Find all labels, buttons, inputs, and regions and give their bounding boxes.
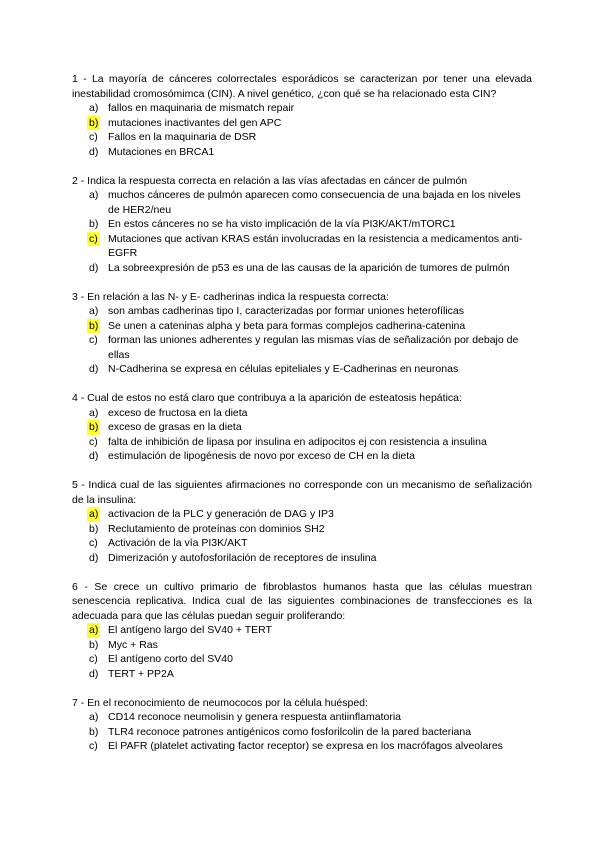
option-a [72, 710, 532, 725]
option-letter: b) [89, 725, 99, 738]
option-text: CD14 reconoce neumolisin y genera respuesta antiinflamatoria [108, 711, 401, 723]
option-text: activacion de la PLC y generación de DAG y IP3 [108, 508, 334, 520]
option-letter: d) [89, 261, 99, 274]
option-a [72, 507, 532, 522]
question-4 [72, 391, 532, 464]
option-letter: b) [89, 638, 99, 651]
question-6 [72, 580, 532, 682]
option-letter: a) [89, 189, 99, 201]
option-text: muchos cánceres de pulmón aparecen como consecuencia de una bajada en los niveles de HER2/neu [108, 189, 521, 216]
question-text: 4 - Cual de estos no está claro que contribuya a la aparición de esteatosis hepática: [72, 392, 462, 404]
option-text: TLR4 reconoce patrones antigénicos como fosforilcolin de la pared bacteriana [108, 725, 472, 738]
option-letter: c) [89, 537, 98, 549]
option-letter: d) [89, 667, 99, 680]
question-1 [72, 72, 532, 159]
question-3 [72, 290, 532, 377]
option-letter: a) [89, 711, 99, 723]
option-letter: c) [89, 334, 98, 346]
option-b [72, 319, 532, 334]
option-letter-highlighted: c) [89, 232, 98, 245]
option-text: fallos en maquinaria de mismatch repair [108, 102, 295, 114]
option-text: falta de inhibición de lipasa por insulina en adipocitos ej con resistencia a insulina [108, 435, 487, 448]
option-text: El antígeno corto del SV40 [108, 653, 233, 665]
question-5 [72, 478, 532, 565]
option-letter-highlighted: b) [89, 421, 99, 433]
option-letter: a) [89, 406, 99, 419]
option-c [72, 739, 532, 754]
option-d [72, 551, 532, 566]
option-c [72, 333, 532, 362]
question-text: 2 - Indica la respuesta correcta en relación a las vías afectadas en cáncer de pulmón [72, 174, 468, 187]
option-text: Reclutamiento de proteínas con dominios SH2 [108, 522, 325, 535]
option-text: Mutaciones en BRCA1 [108, 145, 215, 158]
option-a [72, 188, 532, 217]
question-text: 5 - Indica cual de las siguientes afirmaciones no corresponde con un mecanismo de señalización de la insulina: [72, 479, 532, 506]
option-b [72, 522, 532, 537]
question-7 [72, 696, 532, 754]
option-text: La sobreexpresión de p53 es una de las causas de la aparición de tumores de pulmón [108, 261, 510, 274]
option-b [72, 217, 532, 232]
option-text: TERT + PP2A [108, 667, 174, 680]
option-b [72, 116, 532, 131]
option-letter: d) [89, 551, 99, 564]
option-a [72, 101, 532, 116]
option-letter: c) [89, 740, 98, 752]
question-text: 3 - En relación a las N- y E- cadherinas indica la respuesta correcta: [72, 290, 389, 303]
option-letter: d) [89, 450, 99, 462]
option-letter: a) [89, 102, 99, 114]
option-text: mutaciones inactivantes del gen APC [108, 116, 282, 129]
option-letter: d) [89, 145, 99, 158]
option-letter: c) [89, 435, 98, 448]
option-text: Mutaciones que activan KRAS están involucradas en la resistencia a medicamentos anti-EGFR [108, 232, 523, 259]
option-text: Myc + Ras [108, 638, 158, 651]
option-a [72, 623, 532, 638]
option-b [72, 638, 532, 653]
question-text: 7 - En el reconocimiento de neumococos por la célula huésped: [72, 696, 368, 709]
option-c [72, 232, 532, 261]
option-letter: c) [89, 653, 98, 665]
option-text: Activación de la vía PI3K/AKT [108, 537, 248, 549]
option-text: El PAFR (platelet activating factor receptor) se expresa en los macrófagos alveolares [108, 740, 503, 752]
option-text: forman las uniones adherentes y regulan las mismas vías de señalización por debajo de ellas [108, 334, 519, 361]
question-text: 6 - Se crece un cultivo primario de fibroblastos humanos hasta que las células muestran senescencia replicativa. Indica cual de las siguientes combinaciones de transfecciones es la adecuada para que las células puedan seguir proliferando: [72, 580, 532, 622]
option-text: Dimerización y autofosforilación de receptores de insulina [108, 551, 377, 564]
option-d [72, 261, 532, 276]
option-c [72, 435, 532, 450]
option-b [72, 725, 532, 740]
option-a [72, 406, 532, 421]
option-b [72, 420, 532, 435]
option-text: El antígeno largo del SV40 + TERT [108, 624, 272, 636]
option-letter-highlighted: a) [89, 624, 99, 636]
option-letter: b) [89, 218, 99, 230]
option-c [72, 536, 532, 551]
option-text: N-Cadherina se expresa en células epiteliales y E-Cadherinas en neuronas [108, 363, 459, 375]
option-text: estimulación de lipogénesis de novo por exceso de CH en la dieta [108, 450, 416, 462]
question-text: 1 - La mayoría de cánceres colorrectales esporádicos se caracterizan por tener una elevada inestabilidad cromosómimca (CIN). A nivel genético, ¿con qué se ha relacionado esta CIN? [72, 73, 532, 100]
option-c [72, 652, 532, 667]
option-letter: b) [89, 522, 99, 535]
option-text: exceso de grasas en la dieta [108, 421, 242, 433]
option-letter: d) [89, 363, 99, 375]
option-a [72, 304, 532, 319]
option-text: exceso de fructosa en la dieta [108, 406, 248, 419]
option-text: Fallos en la maquinaria de DSR [108, 131, 257, 143]
option-d [72, 667, 532, 682]
option-text: Se unen a cateninas alpha y beta para formas complejos cadherina-catenina [108, 319, 466, 332]
document-page [72, 72, 532, 768]
option-d [72, 449, 532, 464]
option-text: son ambas cadherinas tipo I, caracterizadas por formar uniones heterofílicas [108, 305, 465, 317]
question-2 [72, 174, 532, 276]
option-c [72, 130, 532, 145]
option-letter: c) [89, 131, 98, 143]
option-d [72, 145, 532, 160]
option-letter-highlighted: b) [89, 116, 99, 129]
option-letter-highlighted: b) [89, 319, 99, 332]
option-d [72, 362, 532, 377]
option-text: En estos cánceres no se ha visto implicación de la vía PI3K/AKT/mTORC1 [108, 218, 456, 230]
option-letter: a) [89, 305, 99, 317]
option-letter-highlighted: a) [89, 508, 99, 520]
